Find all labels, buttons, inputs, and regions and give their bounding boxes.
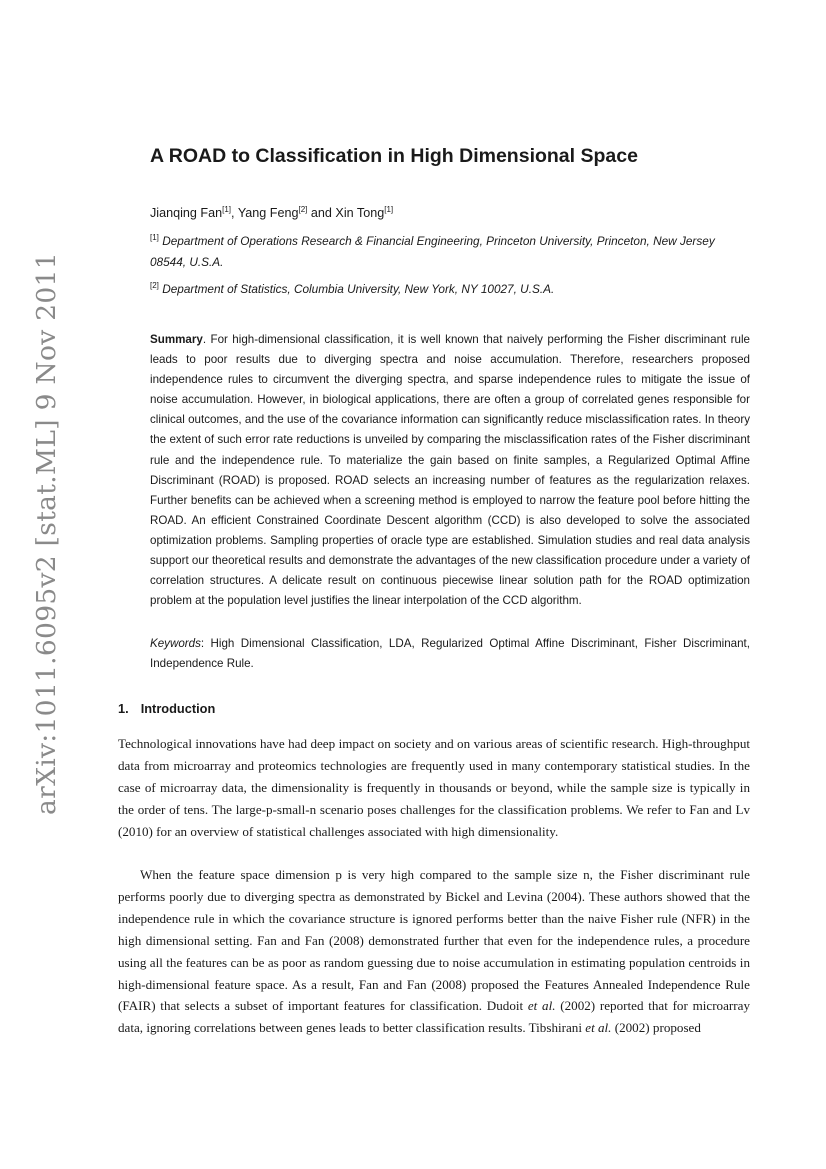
section-title: Introduction: [140, 701, 216, 716]
affiliation-2: [150, 279, 750, 300]
paper-title: A ROAD to Classification in High Dimensional Space: [150, 145, 638, 167]
paragraph-text: (2002) reported that for microarray data, ignoring correlations between genes leads to better classification results. Tibshirani: [118, 998, 750, 1036]
affiliation-mark: [2]: [298, 205, 308, 214]
keywords: [150, 634, 750, 674]
keywords-text: : High Dimensional Classification, LDA, Regularized Optimal Affine Discriminant, Fisher Discriminant, Independence Rule.: [150, 637, 750, 671]
paragraph-text: (2002) proposed: [611, 1020, 701, 1036]
author-list: [150, 205, 393, 220]
affiliation-mark: [2]: [150, 281, 159, 291]
affiliation-mark: [1]: [384, 205, 394, 214]
intro-paragraph-2: [118, 864, 750, 1039]
summary-text: . For high-dimensional classification, it is well known that naively performing the Fisher discriminant rule leads to poor results due to diverging spectra and noise accumulation. Therefore, researchers proposed independence rules to circumvent the diverging spectra, and sparse independence rules to mitigate the issue of noise accumulation. However, in biological applications, there are often a group of correlated genes responsible for clinical outcomes, and the use of the covariance information can significantly reduce misclassification rates. In theory the extent of such error rate reductions is unveiled by comparing the misclassification rates of the Fisher discriminant rule and the independence rule. To materialize the gain based on finite samples, a Regularized Optimal Affine Discriminant (ROAD) is proposed. ROAD selects an increasing number of features as the regularization relaxes. Further benefits can be achieved when a screening method is employed to narrow the feature pool before hitting the ROAD. An efficient Constrained Coordinate Descent algorithm (CCD) is also developed to solve the associated optimization problems. Sampling properties of oracle type are established. Simulation studies and real data analysis support our theoretical results and demonstrate the advantages of the new classification procedure under a variety of correlation structures. A delicate result on continuous piecewise linear solution path for the ROAD optimization problem at the population level justifies the linear interpolation of the CCD algorithm.: [150, 333, 750, 608]
affiliation-text: Department of Operations Research & Financial Engineering, Princeton University, Princeton, New Jersey 08544, U.S.A.: [150, 234, 715, 269]
summary-label: Summary: [150, 333, 203, 346]
affiliation-text: Department of Statistics, Columbia University, New York, NY 10027, U.S.A.: [162, 282, 555, 296]
affiliation-mark: [1]: [222, 205, 232, 214]
section-number: 1.: [118, 701, 129, 716]
affiliation-1: [150, 231, 750, 273]
author-name: Yang Feng: [237, 206, 299, 221]
author-name: Jianqing Fan: [150, 206, 223, 221]
section-heading-introduction: [118, 701, 215, 716]
author-name: Xin Tong: [335, 206, 385, 221]
et-al-emphasis: et al.: [585, 1020, 612, 1036]
paragraph-text: When the feature space dimension p is very high compared to the sample size n, the Fisher discriminant rule performs poorly due to diverging spectra as demonstrated by Bickel and Levina (2004). These authors showed that the independence rule in which the covariance structure is ignored performs better than the naive Fisher rule (NFR) in the high dimensional setting. Fan and Fan (2008) demonstrated further that even for the independence rules, a procedure using all the features can be as poor as random guessing due to noise accumulation in estimating population centroids in high-dimensional feature space. As a result, Fan and Fan (2008) proposed the Features Annealed Independence Rule (FAIR) that selects a subset of important features for classification. Dudoit: [118, 867, 750, 1014]
arxiv-identifier-stamp: arXiv:1011.6095v2 [stat.ML] 9 Nov 2011: [31, 252, 62, 815]
author-separator: ,: [231, 206, 238, 221]
affiliation-mark: [1]: [150, 233, 159, 243]
author-separator: and: [307, 206, 336, 221]
abstract-summary: [150, 330, 750, 611]
et-al-emphasis: et al.: [527, 998, 556, 1014]
intro-paragraph-1: Technological innovations have had deep impact on society and on various areas of scientific research. High-throughput data from microarray and proteomics technologies are frequently used in many contemporary statistical studies. In the case of microarray data, the dimensionality is frequently in thousands or beyond, while the sample size is typically in the order of tens. The large-p-small-n scenario poses challenges for the classification problems. We refer to Fan and Lv (2010) for an overview of statistical challenges associated with high dimensionality.: [118, 736, 750, 839]
keywords-label: Keywords: [150, 637, 201, 650]
